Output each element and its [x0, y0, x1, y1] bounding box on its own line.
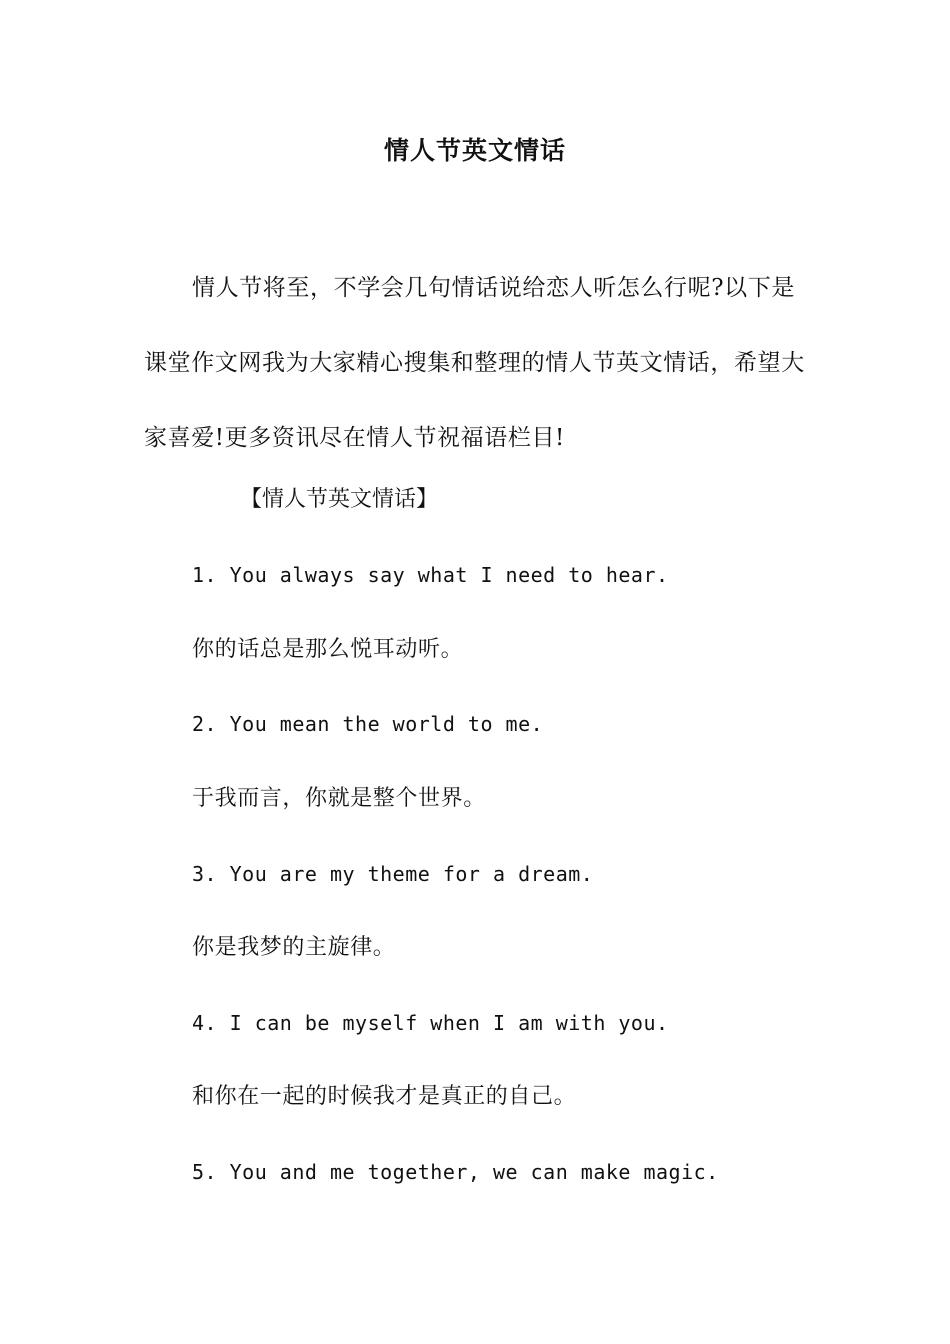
quote-3-english: 3. You are my theme for a dream. [192, 862, 594, 886]
quote-4-english: 4. I can be myself when I am with you. [192, 1011, 669, 1035]
section-heading: 【情人节英文情话】 [240, 487, 439, 512]
quote-5-english: 5. You and me together, we can make magic. [192, 1160, 719, 1184]
intro-paragraph: 情人节将至，不学会几句情话说给恋人听怎么行呢?以下是课堂作文网我为大家精心搜集和整理的情人节英文情话，希望大家喜爱!更多资讯尽在情人节祝福语栏目! [144, 275, 805, 451]
document-title: 情人节英文情话 [383, 136, 566, 165]
quote-2-english: 2. You mean the world to me. [192, 712, 544, 736]
quote-1-english: 1. You always say what I need to hear. [192, 563, 669, 587]
quote-1-chinese: 你的话总是那么悦耳动听。 [192, 637, 464, 662]
quote-2-chinese: 于我而言，你就是整个世界。 [192, 786, 486, 811]
quote-4-chinese: 和你在一起的时候我才是真正的自己。 [192, 1084, 577, 1109]
quote-3-chinese: 你是我梦的主旋律。 [192, 935, 396, 960]
